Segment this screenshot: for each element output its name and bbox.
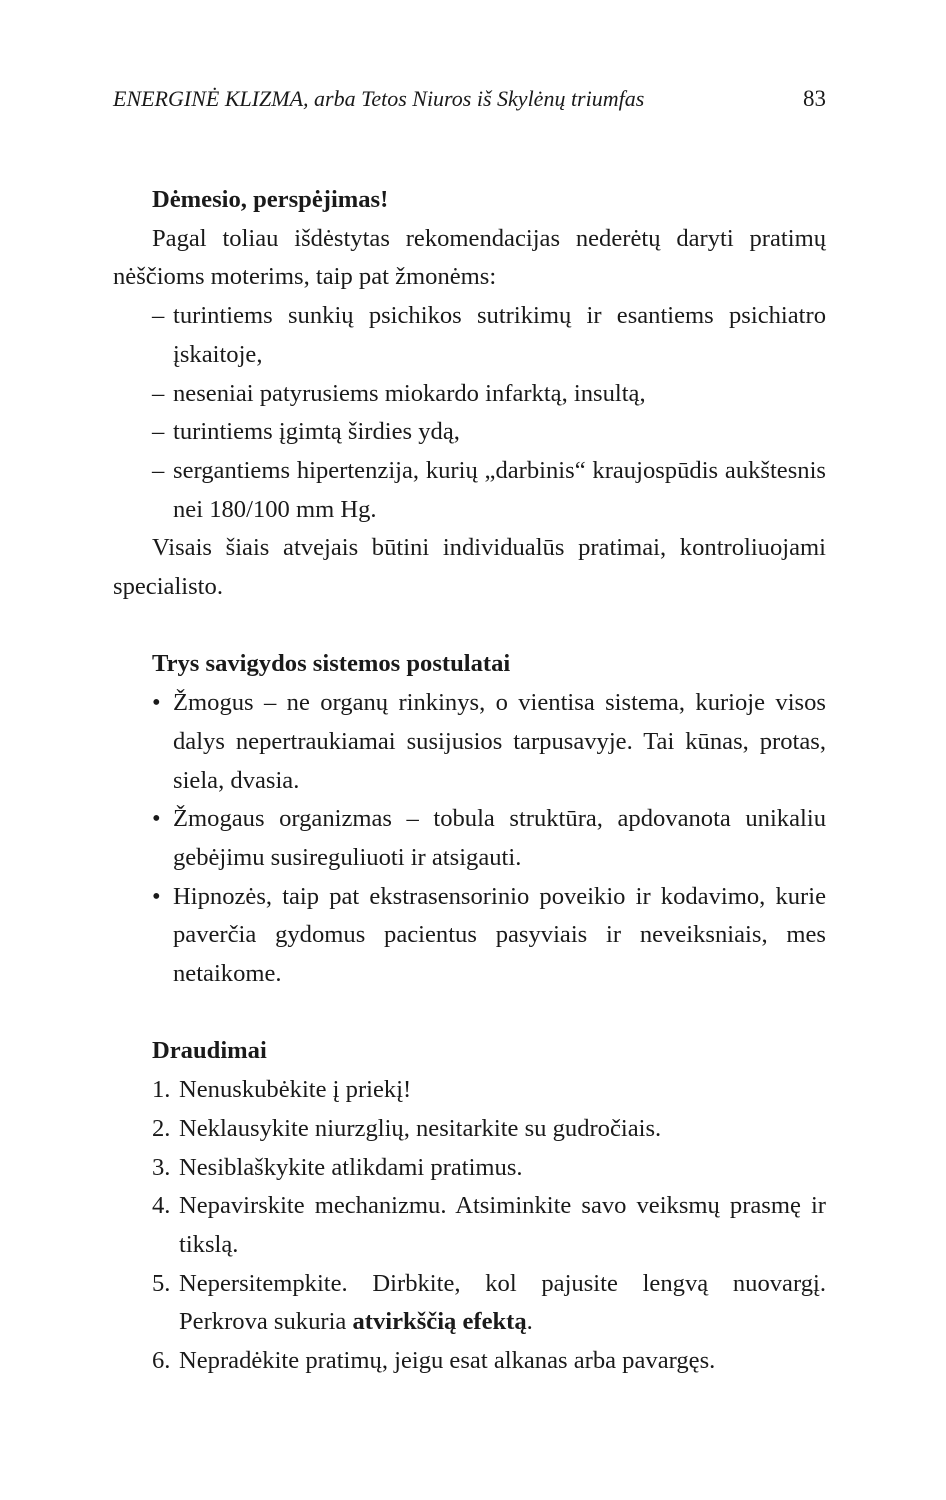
list-item (113, 1265, 826, 1342)
list-item (113, 800, 826, 877)
bullet-marker: • (152, 689, 161, 717)
list-item-text: Hipnozės, taip pat ekstrasensorinio poveikio ir kodavimo, kurie paverčia gydomus pacientus pasyviais ir neveiksniais, mes netaikome. (173, 882, 826, 988)
running-header (113, 84, 826, 114)
item-number: 5. (152, 1269, 171, 1297)
list-item (113, 1149, 826, 1188)
postulates-list (113, 684, 826, 994)
bullet-marker: • (152, 805, 161, 833)
section-spacer (113, 607, 826, 646)
list-item-text: Nesiblaškykite atlikdami pratimus. (179, 1153, 523, 1181)
list-item (113, 452, 826, 529)
list-item-text: Nepersitempkite. Dirbkite, kol pajusite lengvą nuovargį. Perkrova sukuria (179, 1269, 826, 1336)
list-item-text: Nenuskubėkite į priekį! (179, 1076, 412, 1104)
item-number: 1. (152, 1076, 171, 1104)
list-item (113, 375, 826, 414)
prohibitions-list (113, 1071, 826, 1381)
warning-intro: Pagal toliau išdėstytas rekomendacijas nederėtų daryti pratimų nėščioms moterims, taip pat žmonėms: (113, 224, 826, 291)
item-number: 6. (152, 1347, 171, 1375)
warning-heading: Dėmesio, perspėjimas! (152, 186, 389, 213)
list-item-text: Žmogaus organizmas – tobula struktūra, apdovanota unikaliu gebėjimu susireguliuoti ir atsigauti. (173, 805, 826, 871)
list-item-trailing: . (526, 1308, 533, 1336)
list-item-text: sergantiems hipertenzija, kurių „darbinis“ kraujospūdis aukštesnis nei 180/100 mm Hg. (173, 456, 826, 523)
prohibitions-heading: Draudimai (152, 1037, 267, 1065)
dash-marker: – (152, 456, 165, 484)
list-item-text: neseniai patyrusiems miokardo infarktą, insultą, (173, 379, 646, 407)
list-item (113, 1342, 826, 1381)
list-item (113, 297, 826, 374)
dash-marker: – (152, 418, 165, 446)
list-item (113, 878, 826, 994)
list-item-text: Žmogus – ne organų rinkinys, o vientisa sistema, kurioje visos dalys nepertraukiamai susijusios tarpusavyje. Tai kūnas, protas, siela, dvasia. (173, 689, 826, 794)
dash-marker: – (152, 302, 165, 330)
list-item (113, 684, 826, 800)
list-item-text: turintiems sunkių psichikos sutrikimų ir esantiems psichiatro įskaitoje, (173, 302, 826, 368)
warning-closing: Visais šiais atvejais būtini individualūs pratimai, kontroliuojami specialisto. (113, 534, 826, 601)
item-number: 3. (152, 1153, 171, 1181)
list-item (113, 413, 826, 452)
list-item-text: Neklausykite niurzglių, nesitarkite su gudročiais. (179, 1114, 662, 1142)
running-title: ENERGINĖ KLIZMA, arba Tetos Niuros iš Skylėnų triumfas (113, 86, 645, 111)
list-item-text: Nepradėkite pratimų, jeigu esat alkanas arba pavargęs. (179, 1347, 716, 1375)
emphasis-text: atvirkščią efektą (352, 1308, 527, 1336)
item-number: 4. (152, 1192, 171, 1220)
dash-marker: – (152, 379, 165, 407)
bullet-marker: • (152, 882, 161, 910)
page-body (113, 181, 826, 1381)
contraindications-list (113, 297, 826, 529)
page-number: 83 (803, 86, 826, 111)
item-number: 2. (152, 1114, 171, 1142)
list-item (113, 1187, 826, 1264)
list-item (113, 1110, 826, 1149)
postulates-heading: Trys savigydos sistemos postulatai (152, 650, 511, 678)
list-item-text: Nepavirskite mechanizmu. Atsiminkite savo veiksmų prasmę ir tikslą. (179, 1192, 826, 1258)
list-item (113, 1071, 826, 1110)
list-item-text: turintiems įgimtą širdies ydą, (173, 418, 460, 446)
section-spacer (113, 994, 826, 1033)
